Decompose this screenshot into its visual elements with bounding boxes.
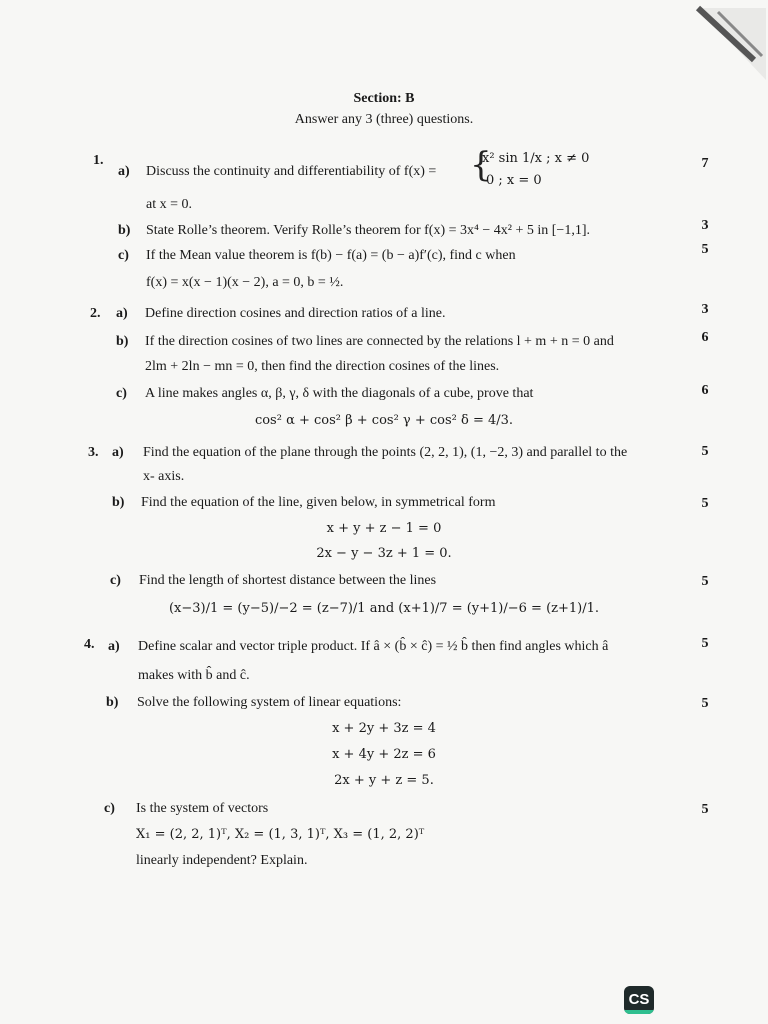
part-label: b): [116, 334, 129, 349]
question-number: 3.: [88, 445, 99, 460]
equation: cos² α + cos² β + cos² γ + cos² δ = 4/3.: [254, 413, 514, 428]
equation: x + 4y + 2z = 6: [332, 747, 436, 762]
question-text: Define direction cosines and direction ratios of a line.: [145, 306, 446, 321]
question-text: Find the length of shortest distance between the lines: [139, 573, 437, 588]
marks: 5: [701, 496, 709, 511]
marks: 6: [701, 330, 709, 345]
marks: 7: [701, 156, 709, 171]
question-text-cont: makes with b̂ and ĉ.: [138, 668, 250, 683]
section-title: Section: B: [353, 91, 415, 106]
part-label: a): [118, 164, 130, 179]
part-label: b): [112, 495, 125, 510]
marks: 5: [701, 696, 709, 711]
question-number: 2.: [90, 306, 101, 321]
marks: 5: [701, 636, 709, 651]
part-label: b): [118, 223, 131, 238]
marks: 5: [701, 444, 709, 459]
marks: 5: [701, 574, 709, 589]
question-text: If the direction cosines of two lines are connected by the relations l + m + n = 0 and: [145, 334, 614, 349]
camscanner-logo: CS: [624, 986, 654, 1014]
question-text: A line makes angles α, β, γ, δ with the diagonals of a cube, prove that: [145, 386, 534, 401]
piecewise-brace-icon: {: [470, 145, 492, 185]
piecewise-case: x² sin 1/x ; x ≠ 0: [482, 151, 590, 166]
question-number: 1.: [93, 153, 104, 168]
marks: 5: [701, 802, 709, 817]
part-label: c): [110, 573, 121, 588]
part-label: c): [104, 801, 115, 816]
question-number: 4.: [84, 637, 95, 652]
equation: X₁ = (2, 2, 1)ᵀ, X₂ = (1, 3, 1)ᵀ, X₃ = (1, 2, 2)ᵀ: [136, 827, 425, 842]
question-text-cont: f(x) = x(x − 1)(x − 2), a = 0, b = ½.: [146, 275, 344, 290]
instruction-text: Answer any 3 (three) questions.: [294, 112, 474, 127]
question-text-cont: 2lm + 2ln − mn = 0, then find the direction cosines of the lines.: [145, 359, 500, 374]
part-label: a): [116, 306, 128, 321]
part-label: b): [106, 695, 119, 710]
question-text: Discuss the continuity and differentiability of f(x) =: [146, 164, 437, 179]
question-text: State Rolle’s theorem. Verify Rolle’s theorem for f(x) = 3x⁴ − 4x² + 5 in [−1,1].: [146, 223, 590, 238]
marks: 3: [701, 302, 709, 317]
part-label: a): [112, 445, 124, 460]
equation: x + y + z − 1 = 0: [326, 521, 442, 536]
question-text: Find the equation of the plane through the points (2, 2, 1), (1, −2, 3) and parallel to the: [143, 445, 628, 460]
equation: 2x − y − 3z + 1 = 0.: [316, 546, 452, 561]
question-text: Is the system of vectors: [136, 801, 269, 816]
question-text-cont: linearly independent? Explain.: [136, 853, 308, 868]
question-text: Solve the following system of linear equations:: [137, 695, 402, 710]
question-text: If the Mean value theorem is f(b) − f(a) = (b − a)f′(c), find c when: [146, 248, 516, 263]
marks: 3: [701, 218, 709, 233]
question-text: Define scalar and vector triple product. If â × (b̂ × ĉ) = ½ b̂ then find angles which â: [138, 639, 609, 654]
part-label: c): [116, 386, 127, 401]
piecewise-case: 0 ; x = 0: [486, 173, 542, 188]
question-text-cont: x- axis.: [143, 469, 185, 484]
marks: 6: [701, 383, 709, 398]
part-label: a): [108, 639, 120, 654]
equation: (x−3)/1 = (y−5)/−2 = (z−7)/1 and (x+1)/7 = (y+1)/−6 = (z+1)/1.: [168, 601, 600, 616]
question-text: Find the equation of the line, given below, in symmetrical form: [141, 495, 496, 510]
part-label: c): [118, 248, 129, 263]
equation: x + 2y + 3z = 4: [332, 721, 436, 736]
marks: 5: [701, 242, 709, 257]
equation: 2x + y + z = 5.: [334, 773, 434, 788]
question-text-cont: at x = 0.: [146, 197, 192, 212]
